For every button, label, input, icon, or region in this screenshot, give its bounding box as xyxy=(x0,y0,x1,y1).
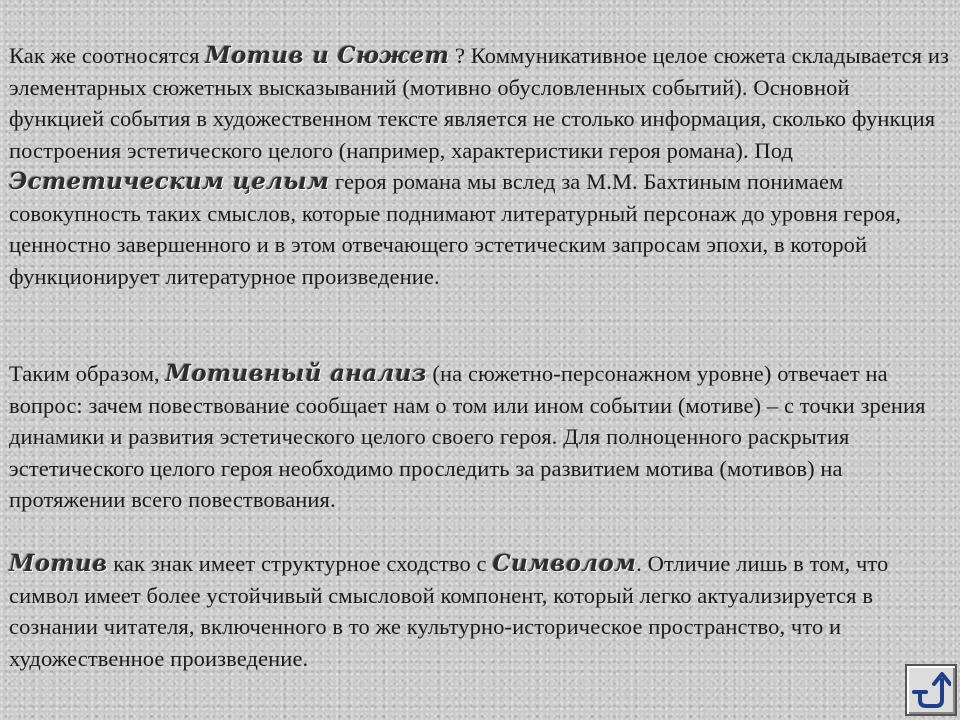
p1-text-0: Как же соотносятся xyxy=(9,43,206,68)
p3-text-1: как знак имеет структурное сходство с xyxy=(107,551,493,576)
return-arrow-icon xyxy=(911,670,951,710)
p2-text-0: Таким образом, xyxy=(9,361,166,386)
p1-text-2: героя романа мы вслед за М.М. Бахтиным понимаем совокупность таких смыслов, которые поднимают литературный персонаж до уровня героя, ценностно завершенного и в этом отвечающего эстетическим запросам эпохи, в которой функционирует литературное произведение. xyxy=(9,169,902,289)
p2-text-1: (на сюжетно-персонажном уровне) отвечает на вопрос: зачем повествование сообщает нам о том или ином событии (мотиве) – с точки зрения динамики и развития эстетического целого своего героя. Для полноценного раскрытия эстетического целого героя необходимо проследить за развитием мотива (мотивов) на протяжении всего повествования. xyxy=(9,361,926,512)
return-button[interactable] xyxy=(905,664,957,716)
term-motiv-i-syuzhet: Мотив и Сюжет xyxy=(205,42,450,69)
paragraph-3 xyxy=(9,548,949,674)
paragraph-2 xyxy=(9,358,949,516)
p3-text-2: . Отличие лишь в том, что символ имеет более устойчивый смысловой компонент, который легко актуализируется в сознании читателя, включенного в то же культурно-историческое пространство, что и художественное произведение. xyxy=(9,551,889,671)
term-motiv: Мотив xyxy=(9,550,108,577)
term-esteticheskim-tselym: Эстетическим целым xyxy=(9,168,330,195)
term-simvolom: Символом xyxy=(492,550,637,577)
p1-text-1: ? Коммуникативное целое сюжета складывается из элементарных сюжетных высказываний (мотивно обусловленных событий). Основной функцией события в художественном тексте является не столько информация, сколько функция построения эстетического целого (например, характеристики героя романа). Под xyxy=(9,43,949,163)
paragraph-1 xyxy=(9,40,949,292)
term-motivnyi-analiz: Мотивный анализ xyxy=(165,360,427,387)
